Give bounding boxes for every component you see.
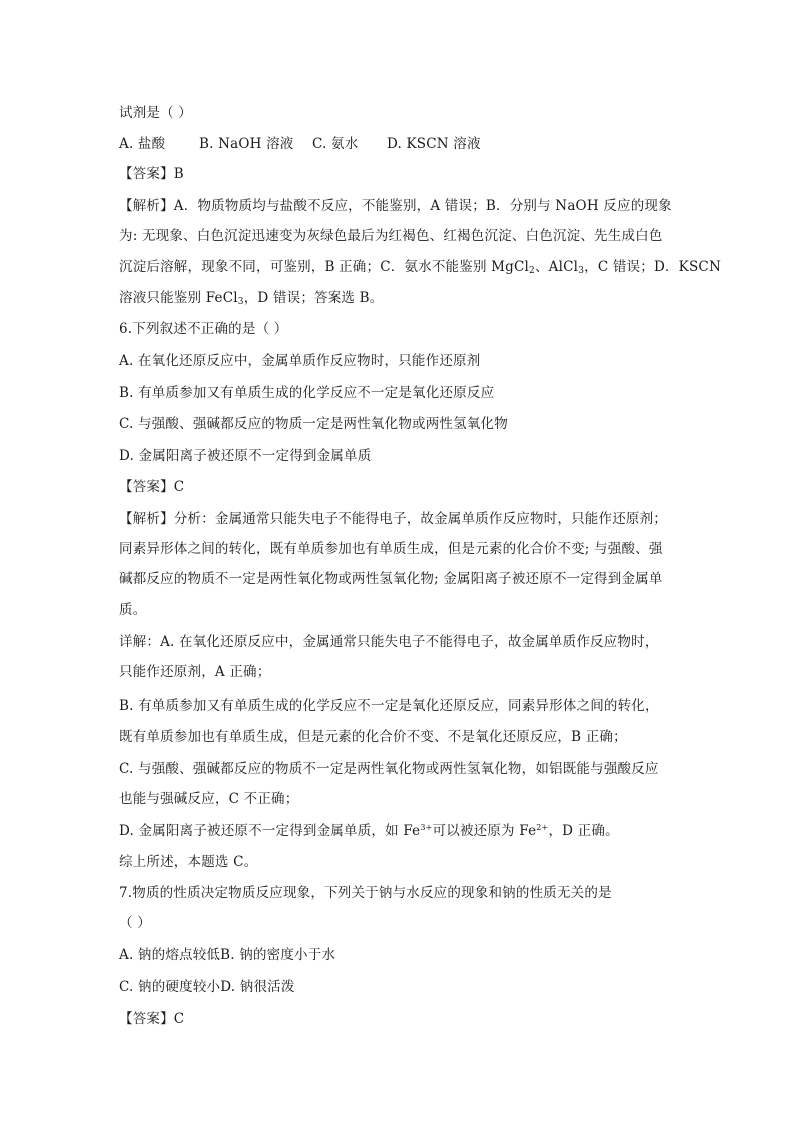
text-run: 沉淀后溶解，现象不同，可鉴别，B 正确；C．氨水不能鉴别 MgCl [119,259,530,275]
q6-analysis-line-2: 同素异形体之间的转化，既有单质参加也有单质生成，但是元素的化合价不变; 与强酸、强 [119,541,663,557]
q6-option-a: A. 在氧化还原反应中，金属单质作反应物时，只能作还原剂 [119,353,481,369]
q6-answer: 【答案】C [119,479,185,495]
text-run: D. 金属阳离子被还原不一定得到金属单质，如 Fe [119,823,421,839]
text-run: 、AlCl [534,259,579,275]
q5-stem-tail: 试剂是（ ） [119,105,192,121]
subscript: 3 [578,266,585,276]
q7-answer: 【答案】C [119,1011,185,1027]
superscript: 3+ [420,823,433,832]
q6-analysis-line-3: 碱都反应的物质不一定是两性氧化物或两性氢氧化物; 金属阳离子被还原不一定得到金属单 [119,571,663,587]
superscript: 2+ [536,823,549,832]
q7-options-row-1 [119,946,335,964]
q5-answer: 【答案】B [119,166,184,182]
q6-detail-line-1: 详解：A. 在氧化还原反应中，金属通常只能失电子不能得电子，故金属单质作反应物时， [119,634,659,650]
q6-detail-line-7 [119,822,619,840]
text-run: ，C 错误；D．KSCN [584,259,721,275]
q6-option-d: D. 金属阳离子被还原不一定得到金属单质 [119,448,372,464]
q6-analysis-line-1: 【解析】分析：金属通常只能失电子不能得电子，故金属单质作反应物时，只能作还原剂； [119,511,667,527]
q6-detail-line-6: 也能与强碱反应，C 不正确； [119,791,299,807]
q7-option-a: A. 钠的熔点较低 [119,947,221,963]
q7-option-d: D. 钠很活泼 [220,979,295,995]
q5-analysis-line-3 [119,258,721,276]
q6-detail-line-2: 只能作还原剂，A 正确； [119,664,271,680]
q7-options-row-2 [119,978,295,996]
q7-option-b: B. 钠的密度小于水 [220,947,336,963]
q5-option-b: B. NaOH 溶液 [199,136,294,152]
q7-stem-line-1: 7.物质的性质决定物质反应现象，下列关于钠与水反应的现象和钠的性质无关的是 [119,885,612,901]
text-run: ，D 错误；答案选 B。 [243,290,384,306]
q6-stem: 6.下列叙述不正确的是（ ） [119,321,288,337]
subscript: 2 [529,266,535,276]
q7-option-c: C. 钠的硬度较小 [119,979,221,995]
q6-option-c: C. 与强酸、强碱都反应的物质一定是两性氧化物或两性氢氧化物 [119,416,508,432]
q5-analysis-line-2: 为: 无现象、白色沉淀迅速变为灰绿色最后为红褐色、红褐色沉淀、白色沉淀、先生成白色 [119,228,663,244]
q5-option-d: D. KSCN 溶液 [387,136,481,152]
q6-detail-line-3: B. 有单质参加又有单质生成的化学反应不一定是氧化还原反应，同素异形体之间的转化， [119,698,659,714]
text-run: 溶液只能鉴别 FeCl [119,290,238,306]
q5-analysis-line-1: 【解析】A．物质物质均与盐酸不反应，不能鉴别，A 错误；B．分别与 NaOH 反应的现象 [119,198,672,214]
q6-analysis-line-4: 质。 [119,602,147,618]
text-run: ，D 正确。 [548,823,619,839]
q7-stem-line-2: （ ） [119,915,151,931]
q6-detail-line-5: C. 与强酸、强碱都反应的物质不一定是两性氧化物或两性氢氧化物，如铝既能与强酸反应 [119,761,659,777]
q5-option-a: A. 盐酸 [119,136,166,152]
q6-option-b: B. 有单质参加又有单质生成的化学反应不一定是氧化还原反应 [119,385,495,401]
q5-options [119,135,481,153]
q6-detail-line-4: 既有单质参加也有单质生成，但是元素的化合价不变、不是氧化还原反应，B 正确； [119,729,627,745]
q5-analysis-line-4 [119,289,383,307]
text-run: 可以被还原为 Fe [432,823,537,839]
subscript: 3 [237,297,244,307]
q5-option-c: C. 氨水 [312,136,359,152]
q6-summary: 综上所述，本题选 C。 [119,854,258,870]
